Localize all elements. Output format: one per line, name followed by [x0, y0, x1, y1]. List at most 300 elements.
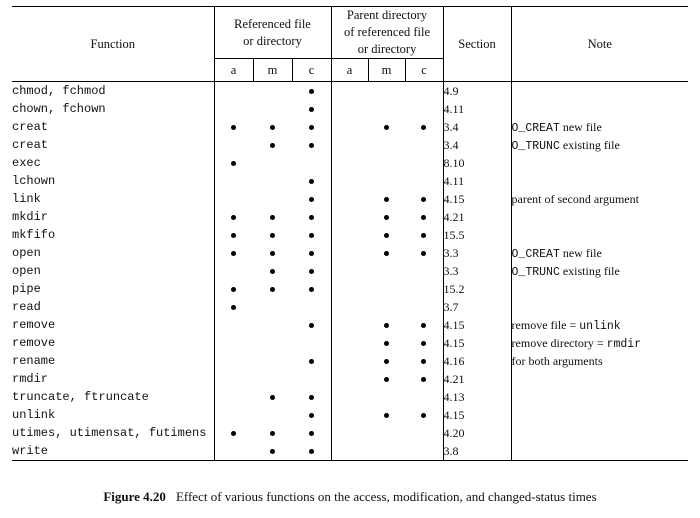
- par-c-cell: [405, 280, 443, 298]
- table-row: [12, 424, 688, 442]
- ref-m-cell: [253, 118, 292, 136]
- par-a-cell: [331, 208, 368, 226]
- function-name: open: [12, 262, 214, 280]
- ref-a-cell: [214, 190, 253, 208]
- ref-c-cell: [292, 208, 331, 226]
- header-referenced-line2: or directory: [243, 33, 302, 48]
- bullet-mark: [270, 215, 275, 220]
- par-c-cell: [405, 388, 443, 406]
- table-row: [12, 244, 688, 262]
- bullet-mark: [309, 359, 314, 364]
- ref-m-cell: [253, 136, 292, 154]
- ref-a-cell: [214, 100, 253, 118]
- header-function: Function: [12, 7, 214, 82]
- par-c-cell: [405, 154, 443, 172]
- par-c-cell: [405, 136, 443, 154]
- table-row: [12, 136, 688, 154]
- par-c-cell: [405, 226, 443, 244]
- table-row: [12, 352, 688, 370]
- function-name: utimes, utimensat, futimens: [12, 424, 214, 442]
- par-m-cell: [368, 118, 405, 136]
- bullet-mark: [421, 215, 426, 220]
- bullet-mark: [309, 287, 314, 292]
- note-text: rmdir: [606, 337, 642, 351]
- table-row: [12, 406, 688, 424]
- note-cell: [511, 388, 688, 406]
- par-a-cell: [331, 118, 368, 136]
- par-a-cell: [331, 406, 368, 424]
- par-c-cell: [405, 208, 443, 226]
- bullet-mark: [384, 215, 389, 220]
- par-m-cell: [368, 154, 405, 172]
- note-text: new file: [559, 245, 602, 260]
- ref-a-cell: [214, 424, 253, 442]
- section-number: 3.3: [443, 262, 511, 280]
- bullet-mark: [309, 125, 314, 130]
- par-m-cell: [368, 370, 405, 388]
- table-row: [12, 262, 688, 280]
- function-name: mkdir: [12, 208, 214, 226]
- header-referenced-line1: Referenced file: [234, 16, 311, 31]
- ref-m-cell: [253, 190, 292, 208]
- ref-a-cell: [214, 334, 253, 352]
- section-number: 8.10: [443, 154, 511, 172]
- ref-a-cell: [214, 172, 253, 190]
- function-name: open: [12, 244, 214, 262]
- par-c-cell: [405, 316, 443, 334]
- bullet-mark: [384, 377, 389, 382]
- ref-m-cell: [253, 100, 292, 118]
- function-name: lchown: [12, 172, 214, 190]
- ref-m-cell: [253, 370, 292, 388]
- ref-m-cell: [253, 406, 292, 424]
- par-a-cell: [331, 298, 368, 316]
- ref-m-cell: [253, 280, 292, 298]
- bullet-mark: [231, 287, 236, 292]
- table-row: [12, 442, 688, 461]
- par-m-cell: [368, 442, 405, 461]
- bullet-mark: [270, 287, 275, 292]
- par-m-cell: [368, 82, 405, 101]
- par-m-cell: [368, 208, 405, 226]
- bullet-mark: [270, 431, 275, 436]
- ref-c-cell: [292, 226, 331, 244]
- note-text: existing file: [559, 263, 620, 278]
- function-name: unlink: [12, 406, 214, 424]
- bullet-mark: [384, 233, 389, 238]
- ref-c-cell: [292, 406, 331, 424]
- note-cell: [511, 244, 688, 262]
- note-text: unlink: [579, 319, 621, 333]
- section-number: 15.5: [443, 226, 511, 244]
- ref-m-cell: [253, 226, 292, 244]
- par-m-cell: [368, 280, 405, 298]
- section-number: 4.13: [443, 388, 511, 406]
- note-text: O_CREAT: [511, 247, 560, 261]
- ref-c-cell: [292, 352, 331, 370]
- par-m-cell: [368, 190, 405, 208]
- ref-a-cell: [214, 262, 253, 280]
- bullet-mark: [421, 251, 426, 256]
- par-a-cell: [331, 172, 368, 190]
- bullet-mark: [270, 125, 275, 130]
- ref-m-cell: [253, 82, 292, 101]
- bullet-mark: [309, 251, 314, 256]
- bullet-mark: [270, 251, 275, 256]
- note-text: O_CREAT: [511, 121, 560, 135]
- section-number: 3.3: [443, 244, 511, 262]
- note-cell: [511, 208, 688, 226]
- par-m-cell: [368, 298, 405, 316]
- subheader-par-c: c: [405, 59, 443, 82]
- par-c-cell: [405, 244, 443, 262]
- ref-c-cell: [292, 442, 331, 461]
- bullet-mark: [231, 251, 236, 256]
- function-name: creat: [12, 136, 214, 154]
- par-m-cell: [368, 136, 405, 154]
- bullet-mark: [231, 161, 236, 166]
- note-text: existing file: [559, 137, 620, 152]
- note-cell: [511, 370, 688, 388]
- ref-a-cell: [214, 280, 253, 298]
- section-number: 4.20: [443, 424, 511, 442]
- table-row: [12, 298, 688, 316]
- ref-c-cell: [292, 190, 331, 208]
- bullet-mark: [384, 341, 389, 346]
- table-row: [12, 100, 688, 118]
- note-text: remove directory =: [511, 335, 607, 350]
- par-m-cell: [368, 226, 405, 244]
- bullet-mark: [231, 305, 236, 310]
- ref-a-cell: [214, 226, 253, 244]
- par-c-cell: [405, 118, 443, 136]
- par-a-cell: [331, 334, 368, 352]
- par-m-cell: [368, 406, 405, 424]
- ref-c-cell: [292, 424, 331, 442]
- bullet-mark: [384, 413, 389, 418]
- ref-c-cell: [292, 100, 331, 118]
- function-name: chmod, fchmod: [12, 82, 214, 101]
- section-number: 4.15: [443, 406, 511, 424]
- subheader-par-a: a: [331, 59, 368, 82]
- ref-a-cell: [214, 442, 253, 461]
- ref-c-cell: [292, 316, 331, 334]
- figure-caption: [0, 489, 700, 505]
- bullet-mark: [421, 359, 426, 364]
- par-m-cell: [368, 100, 405, 118]
- table-row: [12, 370, 688, 388]
- function-name: link: [12, 190, 214, 208]
- note-cell: [511, 262, 688, 280]
- header-note: Note: [511, 7, 688, 82]
- bullet-mark: [309, 89, 314, 94]
- ref-m-cell: [253, 262, 292, 280]
- par-c-cell: [405, 406, 443, 424]
- par-a-cell: [331, 190, 368, 208]
- note-text: remove file =: [511, 317, 580, 332]
- subheader-ref-m: m: [253, 59, 292, 82]
- bullet-mark: [421, 233, 426, 238]
- section-number: 4.9: [443, 82, 511, 101]
- ref-m-cell: [253, 352, 292, 370]
- bullet-mark: [270, 143, 275, 148]
- function-name: exec: [12, 154, 214, 172]
- par-c-cell: [405, 262, 443, 280]
- ref-c-cell: [292, 154, 331, 172]
- ref-c-cell: [292, 118, 331, 136]
- table-row: [12, 172, 688, 190]
- par-a-cell: [331, 262, 368, 280]
- section-number: 4.15: [443, 334, 511, 352]
- ref-a-cell: [214, 154, 253, 172]
- bullet-mark: [421, 413, 426, 418]
- function-name: chown, fchown: [12, 100, 214, 118]
- section-number: 4.11: [443, 172, 511, 190]
- ref-c-cell: [292, 136, 331, 154]
- par-m-cell: [368, 352, 405, 370]
- ref-a-cell: [214, 82, 253, 101]
- ref-a-cell: [214, 352, 253, 370]
- function-name: truncate, ftruncate: [12, 388, 214, 406]
- ref-a-cell: [214, 316, 253, 334]
- ref-m-cell: [253, 334, 292, 352]
- par-a-cell: [331, 100, 368, 118]
- par-c-cell: [405, 100, 443, 118]
- bullet-mark: [384, 125, 389, 130]
- note-cell: [511, 190, 688, 208]
- par-m-cell: [368, 316, 405, 334]
- section-number: 4.21: [443, 370, 511, 388]
- bullet-mark: [309, 395, 314, 400]
- par-m-cell: [368, 172, 405, 190]
- section-number: 3.7: [443, 298, 511, 316]
- note-text: for both arguments: [511, 353, 603, 368]
- ref-a-cell: [214, 388, 253, 406]
- ref-a-cell: [214, 298, 253, 316]
- par-c-cell: [405, 352, 443, 370]
- note-cell: [511, 316, 688, 334]
- bullet-mark: [421, 125, 426, 130]
- bullet-mark: [309, 233, 314, 238]
- header-section: Section: [443, 7, 511, 82]
- bullet-mark: [309, 449, 314, 454]
- subheader-ref-a: a: [214, 59, 253, 82]
- par-c-cell: [405, 82, 443, 101]
- bullet-mark: [309, 179, 314, 184]
- ref-c-cell: [292, 172, 331, 190]
- table-row: [12, 190, 688, 208]
- function-name: remove: [12, 334, 214, 352]
- ref-a-cell: [214, 406, 253, 424]
- ref-m-cell: [253, 442, 292, 461]
- note-text: parent of second argument: [511, 191, 639, 206]
- table-row: [12, 388, 688, 406]
- function-name: rmdir: [12, 370, 214, 388]
- note-cell: [511, 298, 688, 316]
- par-c-cell: [405, 442, 443, 461]
- bullet-mark: [309, 269, 314, 274]
- note-cell: [511, 280, 688, 298]
- par-a-cell: [331, 370, 368, 388]
- figure-caption-text: Effect of various functions on the access, modification, and changed-status times: [175, 489, 597, 504]
- times-effect-table: [12, 6, 688, 461]
- table-row: [12, 118, 688, 136]
- par-m-cell: [368, 388, 405, 406]
- ref-m-cell: [253, 154, 292, 172]
- function-name: remove: [12, 316, 214, 334]
- ref-c-cell: [292, 280, 331, 298]
- ref-a-cell: [214, 370, 253, 388]
- note-cell: [511, 118, 688, 136]
- header-parent-line2: of referenced file: [343, 25, 431, 39]
- section-number: 3.8: [443, 442, 511, 461]
- ref-m-cell: [253, 316, 292, 334]
- function-name: write: [12, 442, 214, 461]
- bullet-mark: [309, 107, 314, 112]
- par-m-cell: [368, 334, 405, 352]
- par-c-cell: [405, 190, 443, 208]
- table-row: [12, 280, 688, 298]
- section-number: 4.11: [443, 100, 511, 118]
- note-text: O_TRUNC: [511, 139, 560, 153]
- par-a-cell: [331, 442, 368, 461]
- note-cell: [511, 154, 688, 172]
- par-a-cell: [331, 244, 368, 262]
- table-row: [12, 334, 688, 352]
- bullet-mark: [421, 341, 426, 346]
- par-a-cell: [331, 352, 368, 370]
- par-a-cell: [331, 82, 368, 101]
- ref-a-cell: [214, 244, 253, 262]
- ref-c-cell: [292, 298, 331, 316]
- bullet-mark: [270, 449, 275, 454]
- par-a-cell: [331, 226, 368, 244]
- bullet-mark: [309, 431, 314, 436]
- figure-label: Figure 4.20: [103, 489, 166, 504]
- subheader-ref-c: c: [292, 59, 331, 82]
- table-row: [12, 154, 688, 172]
- par-c-cell: [405, 172, 443, 190]
- ref-c-cell: [292, 388, 331, 406]
- par-c-cell: [405, 424, 443, 442]
- ref-a-cell: [214, 136, 253, 154]
- header-parent-line3: or directory: [357, 42, 417, 56]
- bullet-mark: [421, 197, 426, 202]
- bullet-mark: [270, 269, 275, 274]
- note-cell: [511, 226, 688, 244]
- bullet-mark: [421, 377, 426, 382]
- bullet-mark: [231, 215, 236, 220]
- ref-m-cell: [253, 244, 292, 262]
- bullet-mark: [384, 251, 389, 256]
- note-cell: [511, 82, 688, 101]
- header-referenced: [214, 7, 331, 59]
- bullet-mark: [309, 143, 314, 148]
- note-cell: [511, 352, 688, 370]
- section-number: 4.16: [443, 352, 511, 370]
- section-number: 4.15: [443, 316, 511, 334]
- par-a-cell: [331, 424, 368, 442]
- section-number: 3.4: [443, 136, 511, 154]
- note-cell: [511, 334, 688, 352]
- ref-a-cell: [214, 118, 253, 136]
- par-a-cell: [331, 280, 368, 298]
- note-cell: [511, 406, 688, 424]
- ref-c-cell: [292, 244, 331, 262]
- bullet-mark: [309, 323, 314, 328]
- bullet-mark: [270, 233, 275, 238]
- ref-m-cell: [253, 172, 292, 190]
- ref-m-cell: [253, 424, 292, 442]
- par-m-cell: [368, 424, 405, 442]
- bullet-mark: [384, 197, 389, 202]
- function-name: rename: [12, 352, 214, 370]
- par-a-cell: [331, 316, 368, 334]
- subheader-par-m: m: [368, 59, 405, 82]
- bullet-mark: [384, 359, 389, 364]
- bullet-mark: [384, 323, 389, 328]
- ref-m-cell: [253, 298, 292, 316]
- par-c-cell: [405, 334, 443, 352]
- bullet-mark: [309, 197, 314, 202]
- par-a-cell: [331, 136, 368, 154]
- table-body: [12, 82, 688, 461]
- note-cell: [511, 100, 688, 118]
- bullet-mark: [270, 395, 275, 400]
- function-name: pipe: [12, 280, 214, 298]
- par-c-cell: [405, 370, 443, 388]
- note-cell: [511, 172, 688, 190]
- section-number: 15.2: [443, 280, 511, 298]
- bullet-mark: [309, 215, 314, 220]
- table-row: [12, 316, 688, 334]
- note-cell: [511, 424, 688, 442]
- section-number: 4.15: [443, 190, 511, 208]
- bullet-mark: [309, 413, 314, 418]
- function-name: creat: [12, 118, 214, 136]
- bullet-mark: [231, 431, 236, 436]
- ref-c-cell: [292, 370, 331, 388]
- bullet-mark: [231, 125, 236, 130]
- bullet-mark: [421, 323, 426, 328]
- note-cell: [511, 442, 688, 461]
- par-m-cell: [368, 244, 405, 262]
- header-parent: [331, 7, 443, 59]
- par-a-cell: [331, 388, 368, 406]
- section-number: 3.4: [443, 118, 511, 136]
- note-text: O_TRUNC: [511, 265, 560, 279]
- header-parent-line1: Parent directory: [346, 8, 428, 22]
- table-row: [12, 208, 688, 226]
- par-m-cell: [368, 262, 405, 280]
- par-c-cell: [405, 298, 443, 316]
- ref-m-cell: [253, 388, 292, 406]
- section-number: 4.21: [443, 208, 511, 226]
- bullet-mark: [231, 233, 236, 238]
- ref-m-cell: [253, 208, 292, 226]
- table-row: [12, 226, 688, 244]
- ref-c-cell: [292, 334, 331, 352]
- table-row: [12, 82, 688, 101]
- ref-a-cell: [214, 208, 253, 226]
- function-name: read: [12, 298, 214, 316]
- par-a-cell: [331, 154, 368, 172]
- note-cell: [511, 136, 688, 154]
- ref-c-cell: [292, 82, 331, 101]
- note-text: new file: [559, 119, 602, 134]
- ref-c-cell: [292, 262, 331, 280]
- function-name: mkfifo: [12, 226, 214, 244]
